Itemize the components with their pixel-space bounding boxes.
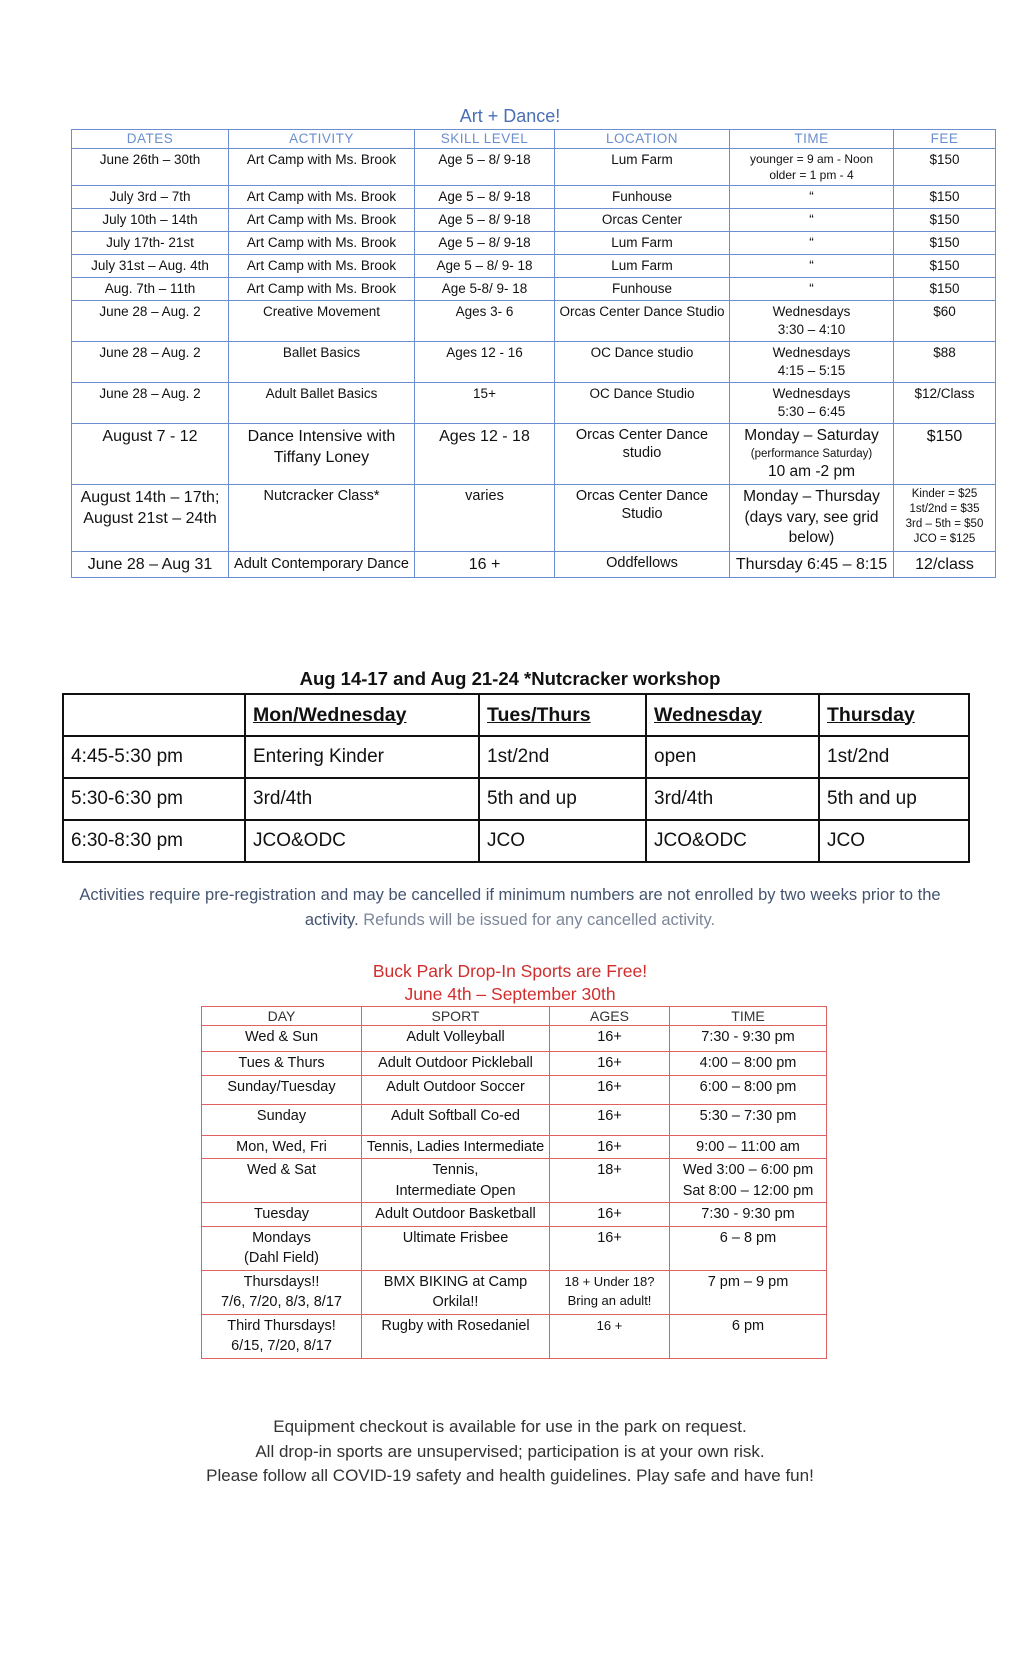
cell: 3rd/4th (646, 778, 819, 820)
cell-time: Thursday 6:45 – 8:15 (730, 551, 894, 577)
cell-time: 7 pm – 9 pm (670, 1270, 827, 1314)
cell-skill: Ages 3- 6 (415, 301, 555, 342)
header-day: DAY (202, 1007, 362, 1026)
table-row (202, 1159, 827, 1203)
table-row (202, 1314, 827, 1358)
cell-time: 5:30 – 7:30 pm (670, 1104, 827, 1135)
cell-activity: Nutcracker Class* (229, 485, 415, 552)
time-line: 10 am -2 pm (767, 463, 855, 480)
nutcracker-title: Aug 14-17 and Aug 21-24 *Nutcracker workshop (299, 668, 721, 689)
cell-ages: 16+ (550, 1226, 670, 1270)
cell-day: Third Thursdays! 6/15, 7/20, 8/17 (202, 1314, 362, 1358)
cell: JCO&ODC (646, 820, 819, 862)
cell-fee: $150 (894, 149, 996, 186)
cell-skill: Age 5 – 8/ 9-18 (415, 149, 555, 186)
cell-fee: $150 (894, 255, 996, 278)
cell-ages: 16+ (550, 1026, 670, 1052)
cell-fee: $88 (894, 342, 996, 383)
cell-fee: 12/class (894, 551, 996, 577)
cell-day: Tuesday (202, 1203, 362, 1227)
cell-activity: Ballet Basics (229, 342, 415, 383)
cell-ages: 18 + Under 18? Bring an adult! (550, 1270, 670, 1314)
cell-location: Lum Farm (555, 232, 730, 255)
cell: JCO (479, 820, 646, 862)
cell: 1st/2nd (819, 736, 969, 778)
table-row (72, 383, 996, 424)
cell-sport: Adult Outdoor Soccer (362, 1075, 550, 1104)
cell-skill: Age 5-8/ 9- 18 (415, 278, 555, 301)
table-row (202, 1226, 827, 1270)
cell: 1st/2nd (479, 736, 646, 778)
cell-activity: Creative Movement (229, 301, 415, 342)
cell-fee: $150 (894, 278, 996, 301)
cell-time-slot: 4:45-5:30 pm (63, 736, 245, 778)
cell-fee: $150 (894, 209, 996, 232)
table-row (72, 485, 996, 552)
cell-fee: $150 (894, 232, 996, 255)
table-row (202, 1026, 827, 1052)
cell-dates: July 31st – Aug. 4th (72, 255, 229, 278)
cell-location: OC Dance Studio (555, 383, 730, 424)
cell-day: Mondays (Dahl Field) (202, 1226, 362, 1270)
cell-activity: Dance Intensive with Tiffany Loney (229, 424, 415, 485)
buck-park-table (201, 1006, 827, 1359)
cell-dates: June 28 – Aug. 2 (72, 383, 229, 424)
cell-skill: varies (415, 485, 555, 552)
cell-activity: Adult Contemporary Dance (229, 551, 415, 577)
cell-time: 7:30 - 9:30 pm (670, 1203, 827, 1227)
cell: 3rd/4th (245, 778, 479, 820)
header-sport: SPORT (362, 1007, 550, 1026)
cell-location: Orcas Center (555, 209, 730, 232)
table-header-row (72, 130, 996, 149)
cell-time: Wednesdays 4:15 – 5:15 (730, 342, 894, 383)
cell-time (730, 424, 894, 485)
table-row (72, 232, 996, 255)
cell-skill: Age 5 – 8/ 9-18 (415, 186, 555, 209)
cell-location: Orcas Center Dance Studio (555, 301, 730, 342)
header-activity: ACTIVITY (229, 130, 415, 149)
cell-activity: Art Camp with Ms. Brook (229, 149, 415, 186)
cell-time: Wednesdays 5:30 – 6:45 (730, 383, 894, 424)
cell-ages: 16+ (550, 1135, 670, 1159)
footer-notes (0, 1415, 1020, 1489)
cell-ages: 18+ (550, 1159, 670, 1203)
cell-sport: Tennis, Ladies Intermediate (362, 1135, 550, 1159)
cell-location: Oddfellows (555, 551, 730, 577)
cell-time-slot: 6:30-8:30 pm (63, 820, 245, 862)
table-row (202, 1104, 827, 1135)
cell-ages: 16+ (550, 1203, 670, 1227)
nutcracker-grid (62, 693, 970, 863)
table-header-row (63, 694, 969, 736)
cell-dates: Aug. 7th – 11th (72, 278, 229, 301)
cell-ages: 16+ (550, 1104, 670, 1135)
note-light: Refunds will be issued for any cancelled activity. (358, 911, 716, 929)
table-row (63, 736, 969, 778)
cell-location: Funhouse (555, 186, 730, 209)
header-time: TIME (730, 130, 894, 149)
cell-time: 6 pm (670, 1314, 827, 1358)
cell-sport: Adult Outdoor Basketball (362, 1203, 550, 1227)
table-row (202, 1135, 827, 1159)
cell-activity: Art Camp with Ms. Brook (229, 209, 415, 232)
cell-skill: Age 5 – 8/ 9-18 (415, 232, 555, 255)
header-fee: FEE (894, 130, 996, 149)
cell-dates: June 28 – Aug. 2 (72, 342, 229, 383)
cell-time: Wed 3:00 – 6:00 pm Sat 8:00 – 12:00 pm (670, 1159, 827, 1203)
cell-skill: Age 5 – 8/ 9-18 (415, 209, 555, 232)
time-line: Monday – Saturday (744, 427, 879, 444)
time-line: (performance Saturday) (750, 448, 873, 460)
cell-sport: Rugby with Rosedaniel (362, 1314, 550, 1358)
cell-dates: June 28 – Aug. 2 (72, 301, 229, 342)
cell-location: Funhouse (555, 278, 730, 301)
header-wednesday: Wednesday (646, 694, 819, 736)
table-header-row (202, 1007, 827, 1026)
header-skill-level: SKILL LEVEL (415, 130, 555, 149)
cell: 5th and up (819, 778, 969, 820)
cell-time: Monday – Thursday (days vary, see grid below) (730, 485, 894, 552)
table-row (72, 424, 996, 485)
cell-time: “ (730, 186, 894, 209)
cell-location: Orcas Center Dance studio (555, 424, 730, 485)
cell: JCO&ODC (245, 820, 479, 862)
cell-fee: $12/Class (894, 383, 996, 424)
header-thursday: Thursday (819, 694, 969, 736)
cell-sport: Ultimate Frisbee (362, 1226, 550, 1270)
cell-ages: 16+ (550, 1052, 670, 1076)
table-row (63, 778, 969, 820)
buck-park-title-block (0, 960, 1020, 1006)
cell-sport: Adult Outdoor Pickleball (362, 1052, 550, 1076)
registration-note (60, 883, 960, 933)
cell-activity: Adult Ballet Basics (229, 383, 415, 424)
table-row (202, 1203, 827, 1227)
note-strong: Activities require pre-registration and may be cancelled if minimum numbers are not enrolled by two weeks prior to the activity. (79, 886, 941, 929)
cell-sport: Adult Softball Co-ed (362, 1104, 550, 1135)
cell-time: “ (730, 255, 894, 278)
cell-activity: Art Camp with Ms. Brook (229, 186, 415, 209)
cell-location: Lum Farm (555, 255, 730, 278)
header-time: TIME (670, 1007, 827, 1026)
cell-dates: June 28 – Aug 31 (72, 551, 229, 577)
cell-sport: BMX BIKING at Camp Orkila!! (362, 1270, 550, 1314)
cell-skill: 16 + (415, 551, 555, 577)
cell-day: Wed & Sat (202, 1159, 362, 1203)
table-row (63, 820, 969, 862)
cell-day: Wed & Sun (202, 1026, 362, 1052)
cell-time: “ (730, 209, 894, 232)
cell-time: “ (730, 232, 894, 255)
cell: Entering Kinder (245, 736, 479, 778)
table-row (72, 342, 996, 383)
cell-skill: Ages 12 - 16 (415, 342, 555, 383)
cell-location: Lum Farm (555, 149, 730, 186)
cell-time-slot: 5:30-6:30 pm (63, 778, 245, 820)
header-empty (63, 694, 245, 736)
cell-location: OC Dance studio (555, 342, 730, 383)
cell-dates: July 3rd – 7th (72, 186, 229, 209)
cell-dates: July 17th- 21st (72, 232, 229, 255)
buck-park-dates: June 4th – September 30th (404, 984, 616, 1004)
cell-fee: $150 (894, 424, 996, 485)
cell: JCO (819, 820, 969, 862)
cell-sport: Tennis, Intermediate Open (362, 1159, 550, 1203)
table-row (72, 278, 996, 301)
table-row (72, 209, 996, 232)
art-dance-title: Art + Dance! (459, 106, 561, 126)
table-row (202, 1075, 827, 1104)
cell-time: younger = 9 am - Noon older = 1 pm - 4 (730, 149, 894, 186)
cell-day: Sunday/Tuesday (202, 1075, 362, 1104)
header-location: LOCATION (555, 130, 730, 149)
cell-sport: Adult Volleyball (362, 1026, 550, 1052)
cell-time: “ (730, 278, 894, 301)
art-dance-table (71, 129, 996, 578)
header-dates: DATES (72, 130, 229, 149)
cell-dates: June 26th – 30th (72, 149, 229, 186)
table-row (202, 1270, 827, 1314)
cell-time: 7:30 - 9:30 pm (670, 1026, 827, 1052)
footer-line: Please follow all COVID-19 safety and health guidelines. Play safe and have fun! (206, 1466, 814, 1485)
cell: open (646, 736, 819, 778)
table-row (72, 149, 996, 186)
cell-ages: 16+ (550, 1075, 670, 1104)
cell-day: Tues & Thurs (202, 1052, 362, 1076)
cell-location: Orcas Center Dance Studio (555, 485, 730, 552)
cell-fee: $150 (894, 186, 996, 209)
table-row (72, 301, 996, 342)
table-row (72, 551, 996, 577)
cell: 5th and up (479, 778, 646, 820)
cell-day: Sunday (202, 1104, 362, 1135)
buck-park-title: Buck Park Drop-In Sports are Free! (372, 961, 648, 981)
table-row (72, 255, 996, 278)
cell-time: Wednesdays 3:30 – 4:10 (730, 301, 894, 342)
header-ages: AGES (550, 1007, 670, 1026)
table-row (72, 186, 996, 209)
cell-fee: Kinder = $25 1st/2nd = $35 3rd – 5th = $50 JCO = $125 (894, 485, 996, 552)
cell-ages: 16 + (550, 1314, 670, 1358)
footer-line: All drop-in sports are unsupervised; participation is at your own risk. (255, 1441, 765, 1461)
table-row (202, 1052, 827, 1076)
cell-time: 4:00 – 8:00 pm (670, 1052, 827, 1076)
cell-activity: Art Camp with Ms. Brook (229, 278, 415, 301)
cell-day: Mon, Wed, Fri (202, 1135, 362, 1159)
cell-day: Thursdays!! 7/6, 7/20, 8/3, 8/17 (202, 1270, 362, 1314)
cell-time: 9:00 – 11:00 am (670, 1135, 827, 1159)
header-tues-thurs: Tues/Thurs (479, 694, 646, 736)
cell-skill: Age 5 – 8/ 9- 18 (415, 255, 555, 278)
cell-skill: Ages 12 - 18 (415, 424, 555, 485)
cell-activity: Art Camp with Ms. Brook (229, 232, 415, 255)
cell-skill: 15+ (415, 383, 555, 424)
cell-time: 6 – 8 pm (670, 1226, 827, 1270)
footer-line: Equipment checkout is available for use in the park on request. (273, 1417, 747, 1436)
cell-activity: Art Camp with Ms. Brook (229, 255, 415, 278)
cell-dates: August 7 - 12 (72, 424, 229, 485)
cell-fee: $60 (894, 301, 996, 342)
cell-dates: August 14th – 17th; August 21st – 24th (72, 485, 229, 552)
cell-time: 6:00 – 8:00 pm (670, 1075, 827, 1104)
header-mon-wednesday: Mon/Wednesday (245, 694, 479, 736)
cell-dates: July 10th – 14th (72, 209, 229, 232)
